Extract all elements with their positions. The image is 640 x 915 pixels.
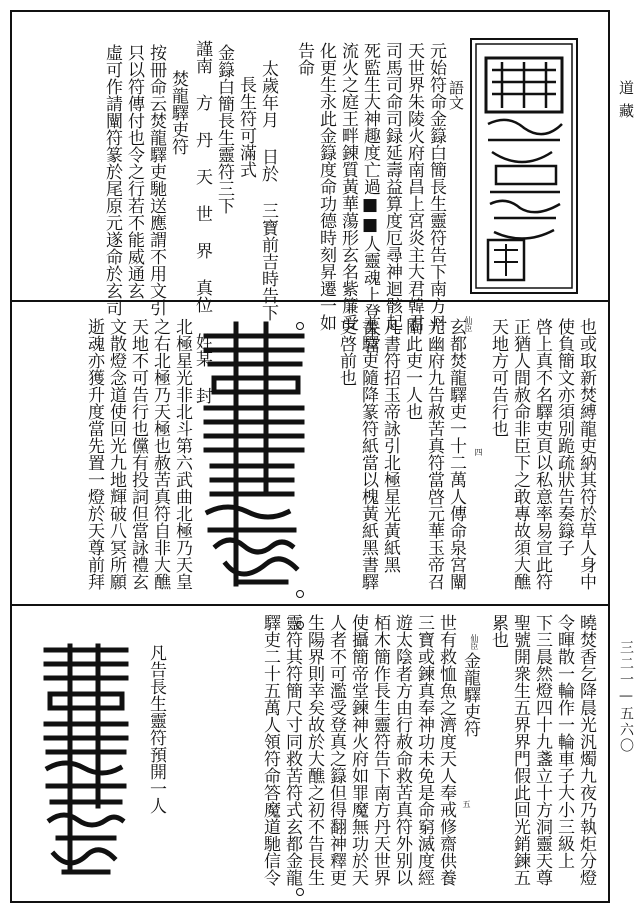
text-column: 正猶人間赦命非臣下之敢專故須大醮: [510, 318, 530, 590]
panel-divider-top: [10, 300, 610, 302]
talisman-seal-top: [470, 38, 578, 294]
small-note: 四: [474, 448, 483, 456]
talisman-glyph: [472, 40, 576, 292]
text-column: 化更生永此金籙度命功德時刻昇遷一如: [316, 42, 336, 331]
text-column: 啓上真不名驛吏頁以私意率易宣此符: [532, 318, 552, 590]
text-column: 天地不可告行也儻有投詞但當詠禮玄: [128, 318, 148, 590]
text-column: 驛吏二十五萬人領符命答魔道馳信令: [260, 614, 280, 886]
text-column: 使負簡文亦須別跪疏狀告奏籙子: [554, 318, 574, 556]
text-column: 令暉散一輪作一輪車子大小三級上: [554, 614, 574, 869]
text-column: 長生符可滿式: [236, 76, 256, 178]
text-column: 下三晨然燈四十九盞立十方洞靈天尊: [532, 614, 552, 886]
text-column: 司馬司命司録延壽益算度厄尋神迴骸起: [382, 42, 402, 331]
text-column: 按冊命云焚龍驛吏馳送應謂不用文引: [146, 44, 166, 316]
small-note: 仙臣: [470, 634, 479, 650]
text-column: 書驛吏隨降篆符紙當以槐黃紙黑書驛: [358, 318, 378, 590]
text-column: 靈符其符簡尺寸同救苦符式玄都金龍: [282, 614, 302, 886]
binding-hole: [296, 888, 304, 896]
text-column: 逝魂亦獲升度當先置一燈於天尊前拜: [84, 318, 104, 590]
text-column: 光幽府九告赦苦真符當啓元華玉帝召: [424, 318, 444, 590]
small-note: 仙臣: [464, 316, 473, 332]
text-column: 焚龍驛吏符: [168, 70, 188, 155]
text-column: 聖號開衆生五界界門假此回光銷鍊五: [510, 614, 530, 886]
collection-label: 道藏: [617, 80, 635, 126]
text-column: 使攝簡帝堂鍊神火府如罪魔無功於天: [348, 614, 368, 886]
page-number: 三二一—五六〇: [618, 640, 634, 754]
text-column: 北極星光非北斗第六武曲北極乃天皇: [172, 318, 192, 590]
text-column: 文散燈念道使回光九地輝破八冥所願: [106, 318, 126, 590]
text-column: 死監生大神趣度亡過■■人靈魂上登朱宮: [360, 42, 380, 354]
talisman-glyph-bottom: [38, 640, 134, 894]
text-column: 闡此吏一人也: [402, 318, 422, 420]
text-column: 太歲年月 日於 三寶前吉時告下: [258, 60, 278, 321]
text-column: 玄都焚龍驛吏一十二萬人傳命泉宮闡: [446, 318, 466, 590]
text-column: 金籙白簡長生靈符三下: [214, 44, 234, 214]
text-column: 金龍驛吏符: [460, 652, 480, 737]
text-column: 凡書符招玉帝詠引北極星光黃紙黑: [380, 318, 400, 573]
text-column: 告命: [294, 42, 314, 76]
text-column: 虛可作請闡符篆於尾原元遂命於玄司: [102, 44, 122, 316]
text-column: 三寶或鍊真奉神功未免是命窮滅度經: [414, 614, 434, 886]
text-column: 流火之庭王畔錬質黃華蕩形玄名紫簾受: [338, 42, 358, 331]
text-column: 天地方可告行也: [488, 318, 508, 437]
text-column: 只以符傳付也令之行若不能威通玄: [124, 44, 144, 299]
text-column: 世有救恤魚之濟度天人奉戒修齋供養: [436, 614, 456, 886]
text-column: 人者不可濫受登真之籙但得翻神釋更: [326, 614, 346, 886]
text-column: 也或取新焚縛龍吏納其符於草人身中: [576, 318, 596, 590]
text-column: 累也: [488, 614, 508, 648]
text-column: 曉焚香乞降晨光汎燭九夜乃執炬分燈: [576, 614, 596, 886]
text-column: 遊太陰者方由行赦命救苦真符外别以: [392, 614, 412, 886]
text-column: 吏啓前也: [336, 318, 356, 386]
text-column: 凡告長生靈符預開一人: [146, 644, 166, 814]
text-column: 栢木簡作長生靈符告下南方丹天世界: [370, 614, 390, 886]
text-column: 元始符命金籙白簡長生靈符告下南方丹: [426, 42, 446, 331]
text-column: 之右北極乃天極也赦苦真符自非大醮: [150, 318, 170, 590]
text-column: 生陽界則幸矣故於大醮之初不告長生: [304, 614, 324, 886]
small-note: 語文: [447, 80, 465, 110]
small-note: 五: [462, 800, 471, 808]
text-column: 天世界朱陵火府南昌上宮炎主大君韓君: [404, 42, 424, 331]
panel-divider-bottom: [10, 604, 610, 606]
text-column: 謹南 方 丹 天 世 界 真位 姓某 封: [192, 40, 212, 404]
talisman-glyph-large: [196, 316, 316, 602]
